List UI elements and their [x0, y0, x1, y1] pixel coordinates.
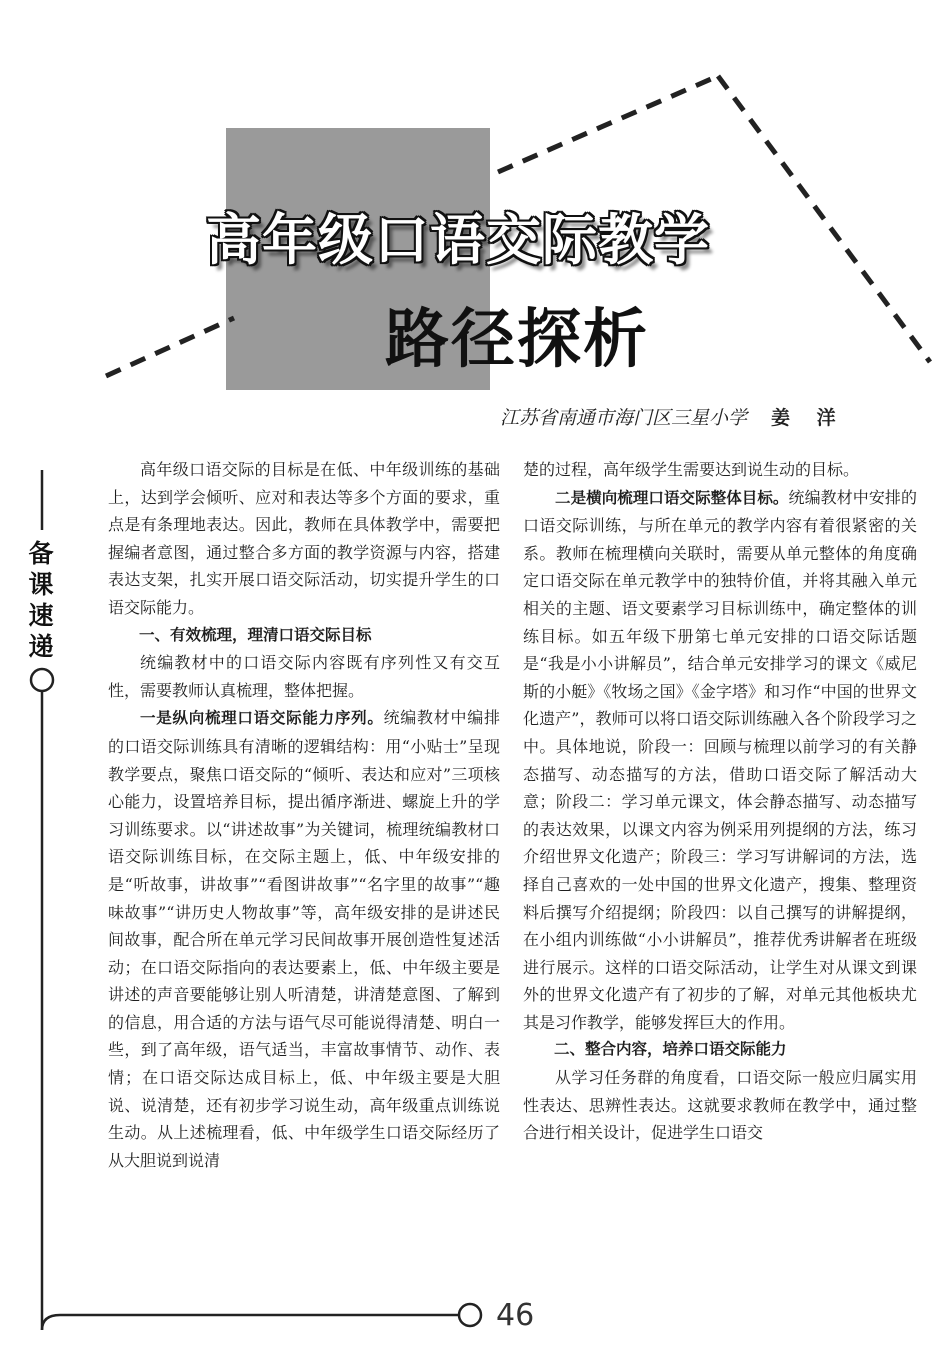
section-heading: 一、有效梳理，理清口语交际目标: [139, 625, 372, 644]
page-number: 46: [496, 1298, 535, 1333]
paragraph: [108, 704, 500, 1174]
article-title-line2: 路径探析: [385, 303, 649, 377]
paragraph-lead: 二是横向梳理口语交际整体目标。: [555, 488, 789, 507]
paragraph: [523, 484, 917, 1037]
section-label-char: 课: [28, 570, 54, 599]
paragraph-body: 统编教材中编排的口语交际训练具有清晰的逻辑结构：用“小贴士”呈现教学要点，聚焦口语交际的“倾听、表达和应对”三项核心能力，设置培养目标，提出循序渐进、螺旋上升的学习训练要求。以“讲述故事”为关键词，梳理统编教材口语交际训练目标，在交际主题上，低、中年级安排的是“听故事，讲故事”“看图讲故事”“名字里的故事”“趣味故事”“讲历史人物故事”等，高年级安排的是讲述民间故事，配合所在单元学习民间故事开展创造性复述活动；在口语交际指向的表达要素上，低、中年级主要是讲述的声音要能够让别人听清楚，讲清楚意图、了解到的信息，用合适的方法与语气尽可能说得清楚、明白一些，到了高年级，语气适当，丰富故事情节、动作、表情；在口语交际达成目标上，低、中年级主要是大胆说、说清楚，还有初步学习说生动，高年级重点训练说生动。从上述梳理看，低、中年级学生口语交际经历了从大胆说到说清: [108, 708, 500, 1170]
section-heading: 二、整合内容，培养口语交际能力: [554, 1040, 787, 1059]
section-label-char: 递: [28, 632, 54, 661]
paragraph: 从学习任务群的角度看，口语交际一般应归属实用性表达、思辨性表达。这就要求教师在教学中，通过整合进行相关设计，促进学生口语交: [523, 1068, 917, 1143]
author-affiliation: 江苏省南通市海门区三星小学: [500, 407, 748, 429]
left-column: [108, 456, 500, 1174]
paragraph: 高年级口语交际的目标是在低、中年级训练的基础上，达到学会倾听、应对和表达等多个方面的要求，重点是有条理地表达。因此，教师在具体教学中，需要把握编者意图，通过整合多方面的教学资源与内容，搭建表达支架，扎实开展口语交际活动，切实提升学生的口语交际能力。: [108, 460, 500, 617]
paragraph-lead: 一是纵向梳理口语交际能力序列。: [140, 709, 384, 728]
author-line: [500, 403, 846, 430]
section-label: [26, 538, 56, 662]
section-label-char: 备: [28, 539, 54, 568]
paragraph: 楚的过程，高年级学生需要达到说生动的目标。: [523, 460, 860, 479]
right-column: [523, 456, 917, 1147]
section-label-char: 速: [28, 601, 54, 630]
paragraph: 统编教材中的口语交际内容既有序列性又有交互性，需要教师认真梳理，整体把握。: [108, 653, 500, 700]
paragraph-body: 统编教材中安排的口语交际训练，与所在单元的教学内容有着很紧密的关系。教师在梳理横向关联时，需要从单元整体的角度确定口语交际在单元教学中的独特价值，并将其融入单元相关的主题、语文要素学习目标训练中，确定整体的训练目标。如五年级下册第七单元安排的口语交际话题是“我是小小讲解员”，结合单元安排学习的课文《威尼斯的小艇》《牧场之国》《金字塔》和习作“中国的世界文化遗产”，教师可以将口语交际训练融入各个阶段学习之中。具体地说，阶段一：回顾与梳理以前学习的有关静态描写、动态描写的方法，借助口语交际了解活动大意；阶段二：学习单元课文，体会静态描写、动态描写的表达效果，以课文内容为例采用列提纲的方法，练习介绍世界文化遗产；阶段三：学习写讲解词的方法，选择自己喜欢的一处中国的世界文化遗产，搜集、整理资料后撰写介绍提纲；阶段四：以自己撰写的讲解提纲，在小组内训练做“小小讲解员”，推荐优秀讲解者在班级进行展示。这样的口语交际活动，让学生对从课文到课外的世界文化遗产有了初步的了解，对单元其他板块尤其是习作教学，能够发挥巨大的作用。: [523, 487, 917, 1032]
article-title-line1: 高年级口语交际教学: [206, 208, 711, 272]
author-name: 姜 洋: [771, 407, 846, 429]
